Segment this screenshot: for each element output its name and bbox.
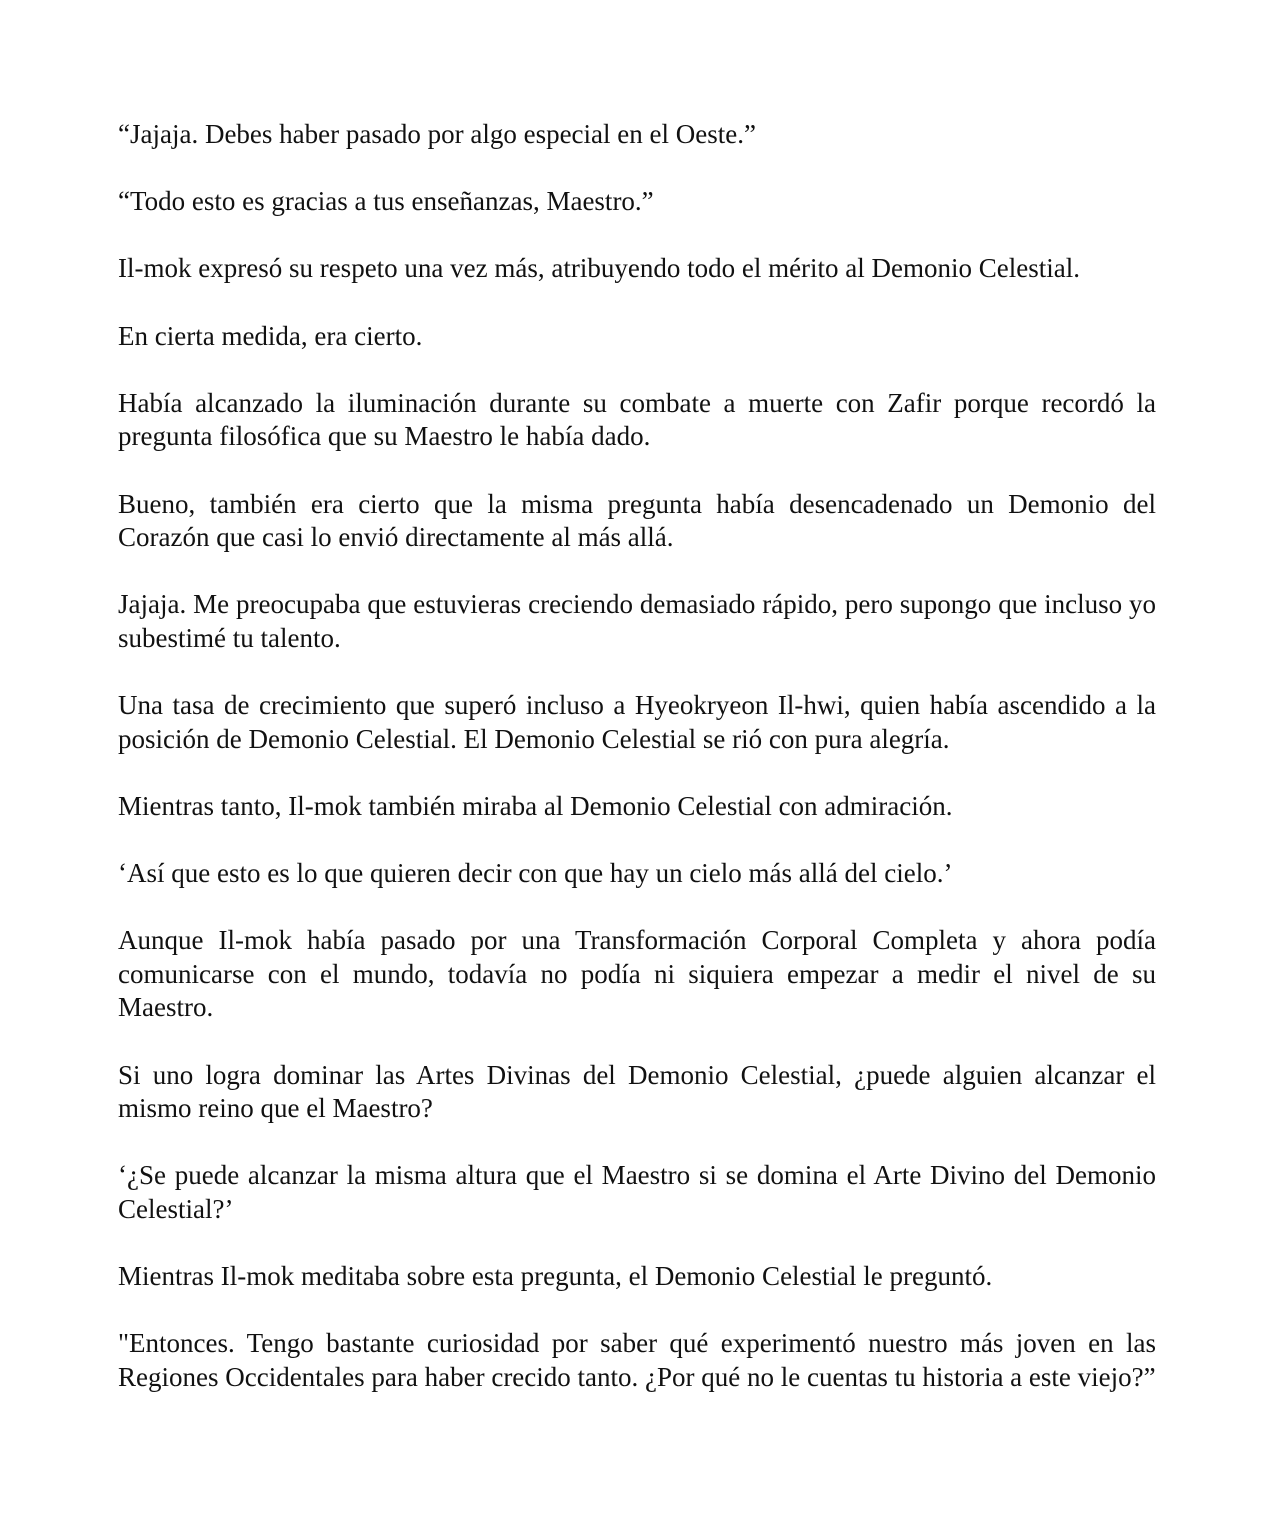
paragraph-5: Había alcanzado la iluminación durante su combate a muerte con Zafir porque recordó la pregunta filosófica que su Maestro le había dado.	[118, 387, 1156, 452]
paragraph-8: Una tasa de crecimiento que superó incluso a Hyeokryeon Il-hwi, quien había ascendido a la posición de Demonio Celestial. El Demonio Celestial se rió con pura alegría.	[118, 690, 1156, 754]
document-page	[118, 118, 1156, 1428]
paragraph-10: ‘Así que esto es lo que quieren decir con que hay un cielo más allá del cielo.’	[118, 858, 953, 889]
paragraph-3: Il-mok expresó su respeto una vez más, atribuyendo todo el mérito al Demonio Celestial.	[118, 253, 1080, 284]
paragraph-11: Aunque Il-mok había pasado por una Transformación Corporal Completa y ahora podía comunicarse con el mundo, todavía no podía ni siquiera empezar a medir el nivel de su Maestro.	[118, 925, 1156, 1023]
paragraph-6: Bueno, también era cierto que la misma pregunta había desencadenado un Demonio del Corazón que casi lo envió directamente al más allá.	[118, 488, 1156, 553]
paragraph-12: Si uno logra dominar las Artes Divinas del Demonio Celestial, ¿puede alguien alcanzar el mismo reino que el Maestro?	[118, 1059, 1156, 1124]
paragraph-2: “Todo esto es gracias a tus enseñanzas, Maestro.”	[118, 186, 654, 217]
paragraph-14: Mientras Il-mok meditaba sobre esta pregunta, el Demonio Celestial le preguntó.	[118, 1261, 993, 1292]
paragraph-15: "Entonces. Tengo bastante curiosidad por saber qué experimentó nuestro más joven en las Regiones Occidentales para haber crecido tanto. ¿Por qué no le cuentas tu historia a este viejo?”	[118, 1328, 1156, 1392]
paragraph-1: “Jajaja. Debes haber pasado por algo especial en el Oeste.”	[118, 119, 756, 149]
paragraph-4: En cierta medida, era cierto.	[118, 320, 423, 351]
paragraph-9: Mientras tanto, Il-mok también miraba al Demonio Celestial con admiración.	[118, 790, 953, 821]
paragraph-13: ‘¿Se puede alcanzar la misma altura que el Maestro si se domina el Arte Divino del Demonio Celestial?’	[118, 1160, 1156, 1224]
paragraph-7: Jajaja. Me preocupaba que estuvieras creciendo demasiado rápido, pero supongo que incluso yo subestimé tu talento.	[118, 589, 1156, 653]
